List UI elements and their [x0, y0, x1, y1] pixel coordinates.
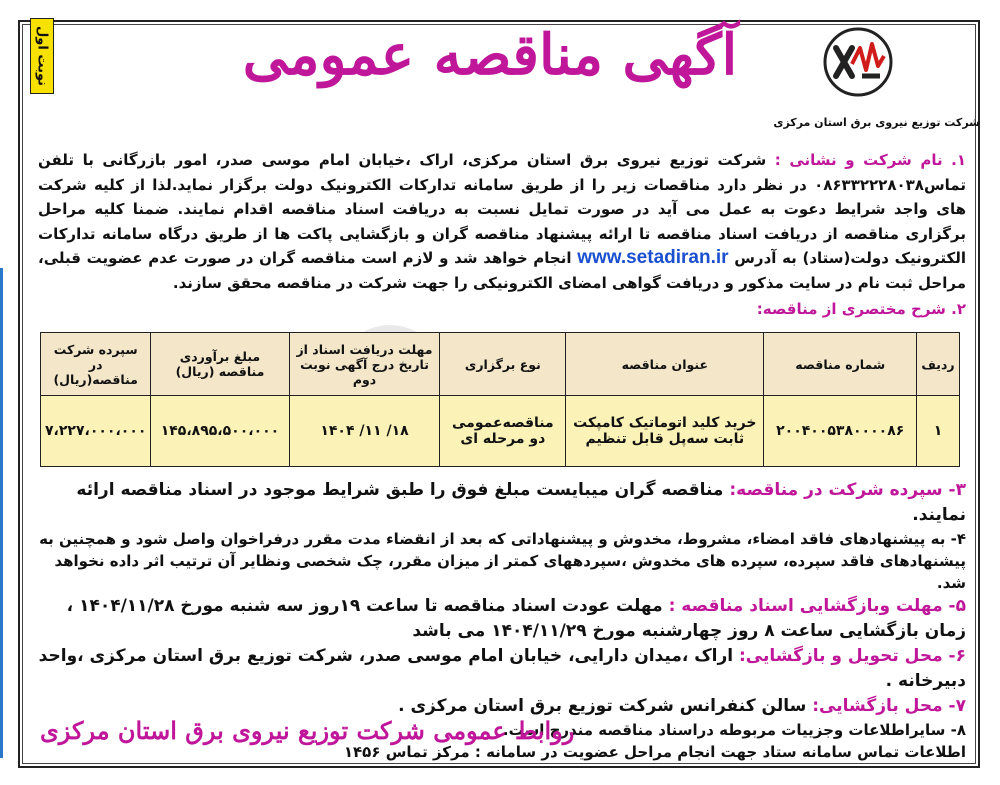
item-5-label: ۵- مهلت وبازگشایی اسناد مناقصه :: [668, 596, 966, 616]
item-3-text: مناقصه گران میبایست مبلغ فوق را طبق شرایط موجود در اسناد مناقصه ارائه نمایند.: [76, 480, 966, 525]
section2-heading: [600, 300, 966, 318]
cell-number: ۲۰۰۴۰۰۵۳۸۰۰۰۰۸۶: [764, 396, 917, 467]
item-3-label: ۳- سپرده شرکت در مناقصه:: [729, 480, 966, 500]
page-title: آگهی مناقصه عمومی: [242, 22, 738, 88]
company-caption: شرکت توزیع نیروی برق استان مرکزی: [773, 116, 980, 129]
col-title-header: عنوان مناقصه: [566, 333, 764, 396]
item-3: [38, 478, 966, 528]
col-deadline-header: مهلت دریافت اسناد از تاریخ درج آگهی نوبت دوم: [289, 333, 440, 396]
section-company-info: [38, 148, 966, 295]
cell-row: ۱: [917, 396, 960, 467]
table-header-row: [41, 333, 960, 396]
electric-company-logo-icon: [822, 26, 894, 98]
cell-deadline: ۱۸/ ۱۱/ ۱۴۰۴: [289, 396, 440, 467]
side-accent-line: [0, 268, 3, 758]
col-deposit-header: سپرده شرکت در مناقصه(ریال): [41, 333, 151, 396]
section1-text-a: شرکت توزیع نیروی برق استان مرکزی، اراک ،خیابان امام موسی صدر، امور بازرگانی با تلفن تماس۰۸۶۳۳۲۲۲۸۰۳۸ در نظر دارد مناقصات زیر را از طریق سامانه تدارکات الکترونیک دولت برگزار نماید.لذا از کلیه شرکت های واجد شرایط دعوت به عمل می آید در صورت تمایل نسبت به دریافت اسناد مناقصه اقدام نمایند. ضمنا کلیه مراحل برگزاری مناقصه از دریافت اسناد مناقصه تا ارائه پیشنهاد مناقصه گران و بازگشایی پاکت ها از طریق درگاه سامانه تدارکات الکترونیک دولت(ستاد) به آدرس: [38, 151, 966, 267]
footer-signature: روابط عمومی شرکت توزیع نیروی برق استان مرکزی: [40, 716, 575, 745]
item-6-text: اراک ،میدان دارایی، خیابان امام موسی صدر، شرکت توزیع برق استان مرکزی ،واحد دبیرخانه .: [38, 646, 966, 691]
section1-heading: ۱. نام شرکت و نشانی :: [774, 151, 966, 169]
item-4: ۴- به پیشنهادهای فاقد امضاء، مشروط، مخدوش و پیشنهاداتی که بعد از انقضاء مدت مقرر درفراخوان واصل شود و همچنین به پیشنهادهای فاقد سپرده، سپرده های مخدوش ،سپردههای کمتر از میزان مقرر، چک شخصی ونظایر آن ترتیب اثر داده نخواهد شد.: [39, 530, 966, 592]
item-6-label: ۶- محل تحویل و بازگشایی:: [739, 646, 966, 666]
item-6: [38, 644, 966, 694]
setad-link[interactable]: www.setadiran.ir: [577, 247, 729, 268]
item-7-label: ۷- محل بازگشایی:: [812, 696, 966, 716]
col-number-header: شماره مناقصه: [764, 333, 917, 396]
item-8: ۸- سایراطلاعات وجزییات مربوطه دراسناد مناقصه مندرج است.: [502, 721, 966, 739]
cell-deposit: ۷،۲۲۷،۰۰۰،۰۰۰: [41, 396, 151, 467]
tender-table: [40, 332, 960, 467]
section1-text-b: انجام خواهد شد و لازم است مناقصه گران در صورت عدم عضویت قبلی، مراحل ثبت نام در سایت مذکور و دریافت گواهی امضای الکترونیکی را جهت شرکت در مناقصه محقق سازند.: [38, 249, 966, 292]
item-5: [38, 594, 966, 644]
edition-badge-label: نوبت اول: [34, 25, 50, 87]
section2-heading-text: ۲. شرح مختصری از مناقصه:: [756, 300, 966, 318]
col-estimate-header: مبلغ برآوردی مناقصه (ریال): [151, 333, 289, 396]
cell-type: مناقصه‌عمومی دو مرحله ای: [440, 396, 566, 467]
item-5-text: مهلت عودت اسناد مناقصه تا ساعت ۱۹روز سه شنبه مورخ ۱۴۰۴/۱۱/۲۸ ، زمان بازگشایی ساعت ۸ روز چهارشنبه مورخ ۱۴۰۴/۱۱/۲۹ می باشد: [66, 596, 966, 641]
item-7-text: سالن کنفرانس شرکت توزیع برق استان مرکزی .: [398, 696, 807, 716]
col-type-header: نوع برگزاری: [440, 333, 566, 396]
table-row: [41, 396, 960, 467]
col-row-header: ردیف: [917, 333, 960, 396]
cell-title: خرید کلید اتوماتیک کامپکت ثابت سه‌پل قابل تنظیم: [566, 396, 764, 467]
cell-estimate: ۱۴۵،۸۹۵،۵۰۰،۰۰۰: [151, 396, 289, 467]
contact-info: اطلاعات تماس سامانه ستاد جهت انجام مراحل عضویت در سامانه : مرکز تماس ۱۴۵۶: [343, 743, 966, 761]
edition-badge: [30, 18, 54, 94]
